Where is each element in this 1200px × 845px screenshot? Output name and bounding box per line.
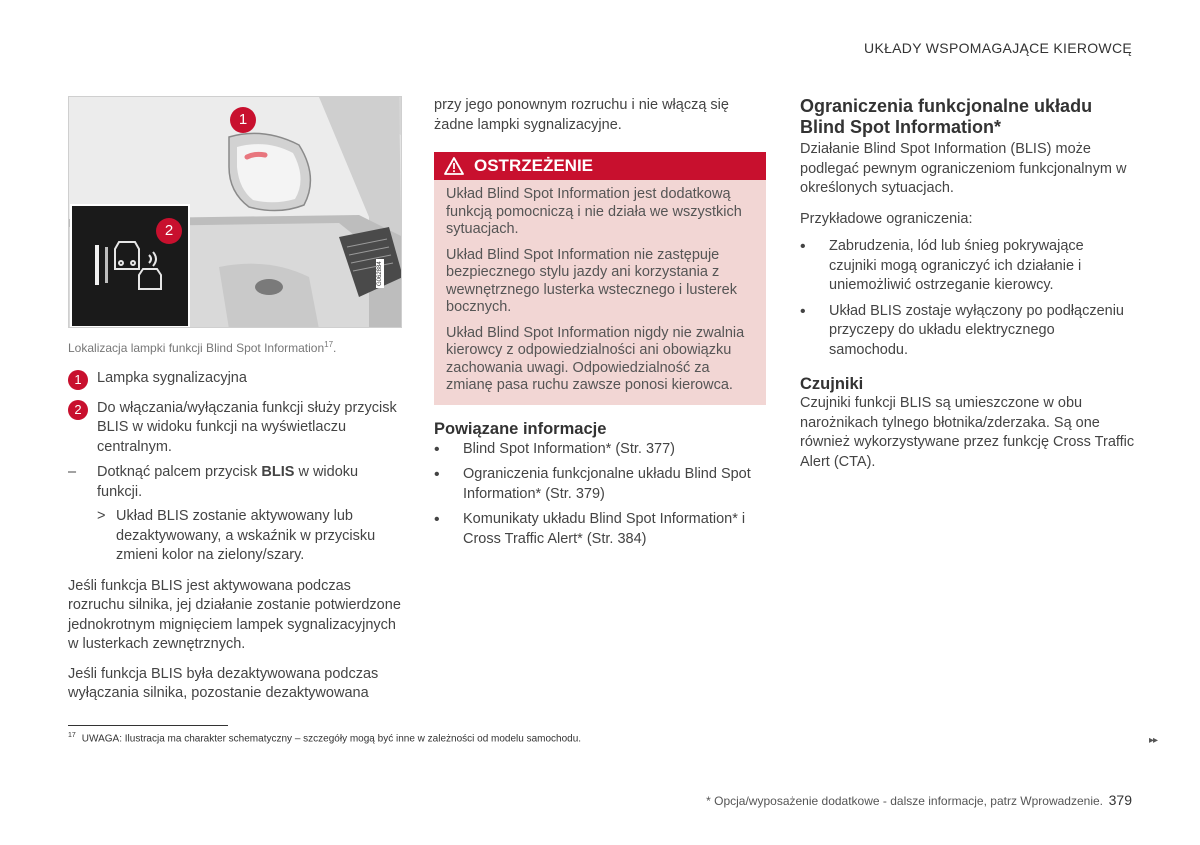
warning-header [434, 152, 766, 180]
warning-body [434, 180, 766, 405]
warning-box [434, 152, 766, 405]
figure-code: G062884 [377, 261, 383, 286]
warning-paragraph: Układ Blind Spot Information nigdy nie zwalnia kierowcy z odpowiedzialności ani obowiązku zachowania uwagi. Odpowiedzialność za zmianę pasa ruchu zawsze ponosi kierowca. [446, 324, 745, 393]
step-dash: – [68, 464, 77, 480]
paragraph-continued: przy jego ponownym rozruchu i nie włączą się żadne lampki sygnalizacyjne. [434, 97, 729, 133]
warning-title: OSTRZEŻENIE [474, 156, 594, 175]
limitation-item: • Zabrudzenia, lód lub śnieg pokrywające czujniki mogą ograniczyć ich działanie i uniemożliwić ostrzeganie kierowcy. [800, 237, 1135, 296]
column-left [68, 96, 402, 704]
result-mark: > [97, 508, 106, 524]
instruction-step [68, 463, 402, 502]
sensors-heading: Czujniki [800, 375, 864, 393]
page-number: 379 [1108, 792, 1132, 808]
step-text-after: w widoku funkcji. [97, 464, 359, 500]
paragraph-deactivation: Jeśli funkcja BLIS była dezaktywowana podczas wyłączania silnika, pozostanie dezaktywowana [68, 665, 379, 701]
limitations-examples-label: Przykładowe ograniczenia: [800, 210, 973, 227]
next-page-arrows-icon: ▸▸ [1149, 735, 1158, 746]
legend-item-2 [68, 399, 402, 458]
footnote-number: 17 [68, 732, 76, 739]
caption-footnote-ref: 17 [324, 340, 334, 349]
column-middle [434, 96, 766, 549]
related-link-limitations[interactable]: • Ograniczenia funkcjonalne układu Blind Spot Information* (Str. 379) [434, 465, 766, 504]
warning-paragraph: Układ Blind Spot Information nie zastępuje bezpiecznego stylu jazdy ani korzystania z wewnętrznego lusterka wstecznego i lusterek bocznych. [446, 246, 737, 315]
footnote-text: UWAGA: Ilustracja ma charakter schematyczny – szczegóły mogą być inne w zależności od modelu samochodu. [81, 733, 582, 745]
limitations-intro: Działanie Blind Spot Information (BLIS) może podlegać pewnym ograniczeniom funkcjonalnym w określonych sytuacjach. [800, 141, 1127, 196]
caption-end: . [333, 341, 337, 355]
callout-1: 1 [230, 107, 256, 133]
result-text: Układ BLIS zostanie aktywowany lub dezaktywowany, a wskaźnik w przycisku zmieni kolor na zielony/szary. [116, 508, 376, 563]
legend-text: Do włączania/wyłączania funkcji służy przycisk BLIS w widoku funkcji na wyświetlaczu centralnym. [97, 399, 397, 455]
footnote [68, 732, 581, 744]
callout-2: 2 [156, 218, 182, 244]
limitation-item: • Układ BLIS zostaje wyłączony po podłączeniu przyczepy do układu elektrycznego samochodu. [800, 302, 1135, 361]
column-right [800, 96, 1135, 472]
related-link-messages[interactable]: • Komunikaty układu Blind Spot Information* i Cross Traffic Alert* (Str. 384) [434, 510, 766, 549]
legend-number: 2 [68, 400, 88, 420]
warning-paragraph: Układ Blind Spot Information jest dodatkową funkcją pomocniczą i nie działa we wszystkich sytuacjach. [446, 186, 742, 237]
blis-illustration [68, 96, 402, 328]
footer-note: * Opcja/wyposażenie dodatkowe - dalsze informacje, patrz Wprowadzenie. [706, 794, 1103, 808]
related-link-blis[interactable]: • Blind Spot Information* (Str. 377) [434, 440, 766, 460]
legend-number: 1 [68, 370, 88, 390]
warning-triangle-icon [444, 157, 464, 175]
section-header: UKŁADY WSPOMAGAJĄCE KIEROWCĘ [864, 40, 1132, 56]
related-info-heading: Powiązane informacje [434, 419, 607, 438]
paragraph-activation: Jeśli funkcja BLIS jest aktywowana podczas rozruchu silnika, jej działanie zostanie potwierdzone jednokrotnym mignięciem lampek sygnalizacyjnych w lusterkach zewnętrznych. [68, 577, 401, 652]
step-text-before: Dotknąć palcem przycisk [97, 464, 262, 480]
legend-item-1 [68, 369, 402, 389]
limitations-heading: Ograniczenia funkcjonalne układu Blind Spot Information* [800, 96, 1093, 137]
legend-text: Lampka sygnalizacyjna [97, 370, 247, 386]
step-result [68, 507, 402, 566]
figure-caption [68, 337, 402, 356]
sensors-text: Czujniki funkcji BLIS są umieszczone w obu narożnikach tylnego błotnika/zderzaka. Są one również wykorzystywane przez funkcję Cross Traffic Alert (CTA). [800, 395, 1135, 470]
blis-button-label: BLIS [261, 464, 295, 480]
car-interior-illustration [69, 97, 402, 328]
caption-text: Lokalizacja lampki funkcji Blind Spot Information [68, 341, 325, 355]
footnote-divider [68, 725, 228, 726]
